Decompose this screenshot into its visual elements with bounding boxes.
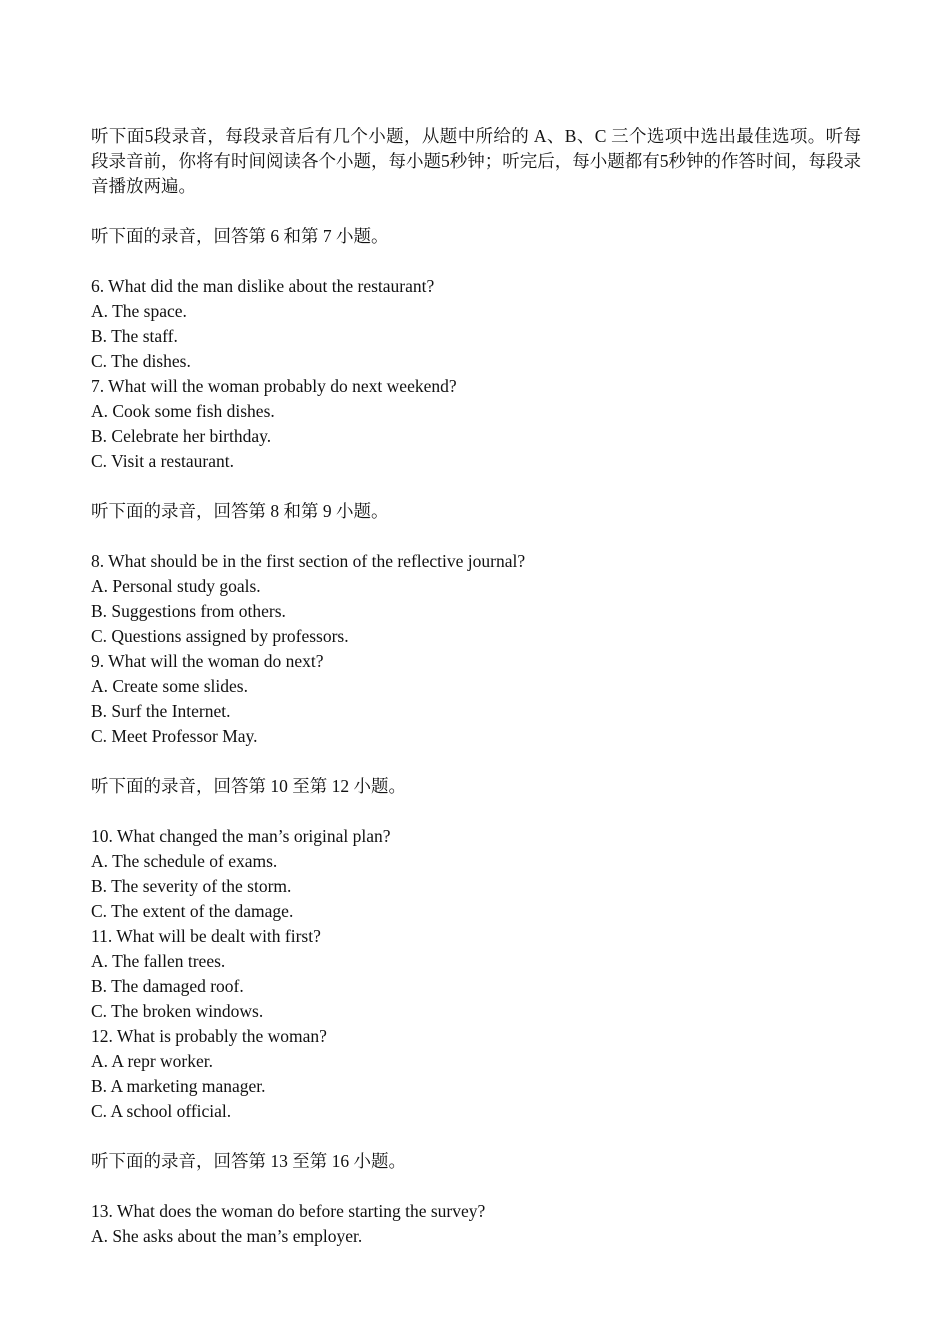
question-sections bbox=[91, 199, 861, 1249]
section-heading: 听下面的录音，回答第 8 和第 9 小题。 bbox=[91, 501, 389, 521]
answer-option: B. A marketing manager. bbox=[91, 1076, 266, 1096]
question-text: 11. What will be dealt with first? bbox=[91, 926, 321, 946]
answer-option: A. Cook some fish dishes. bbox=[91, 401, 275, 421]
answer-option: C. Visit a restaurant. bbox=[91, 451, 234, 471]
answer-option: C. The dishes. bbox=[91, 351, 191, 371]
answer-option: C. Questions assigned by professors. bbox=[91, 626, 349, 646]
answer-option: A. The space. bbox=[91, 301, 187, 321]
answer-option: C. The extent of the damage. bbox=[91, 901, 294, 921]
answer-option: B. Celebrate her birthday. bbox=[91, 426, 272, 446]
answer-option: A. The fallen trees. bbox=[91, 951, 226, 971]
answer-option: A. She asks about the man’s employer. bbox=[91, 1226, 363, 1246]
question-text: 7. What will the woman probably do next weekend? bbox=[91, 376, 457, 396]
question-text: 12. What is probably the woman? bbox=[91, 1026, 327, 1046]
spacer bbox=[91, 799, 861, 824]
answer-option: C. Meet Professor May. bbox=[91, 726, 258, 746]
section-heading: 听下面的录音，回答第 6 和第 7 小题。 bbox=[91, 226, 389, 246]
spacer bbox=[91, 524, 861, 549]
answer-option: A. Create some slides. bbox=[91, 676, 248, 696]
section-heading: 听下面的录音，回答第 13 至第 16 小题。 bbox=[91, 1151, 406, 1171]
document-page bbox=[91, 124, 861, 1249]
answer-option: A. A repr worker. bbox=[91, 1051, 213, 1071]
answer-option: B. The severity of the storm. bbox=[91, 876, 292, 896]
question-text: 13. What does the woman do before starting the survey? bbox=[91, 1201, 486, 1221]
answer-option: C. A school official. bbox=[91, 1101, 232, 1121]
listening-instructions: 听下面5段录音，每段录音后有几个小题，从题中所给的 A、B、C 三个选项中选出最佳选项。听每段录音前，你将有时间阅读各个小题，每小题5秒钟；听完后，每小题都有5秒钟的作答时间，每段录音播放两遍。 bbox=[91, 126, 861, 196]
question-text: 10. What changed the man’s original plan? bbox=[91, 826, 391, 846]
spacer bbox=[91, 474, 861, 499]
answer-option: A. The schedule of exams. bbox=[91, 851, 278, 871]
answer-option: B. Surf the Internet. bbox=[91, 701, 231, 721]
answer-option: C. The broken windows. bbox=[91, 1001, 264, 1021]
spacer bbox=[91, 1124, 861, 1149]
section-heading: 听下面的录音，回答第 10 至第 12 小题。 bbox=[91, 776, 406, 796]
question-text: 9. What will the woman do next? bbox=[91, 651, 324, 671]
spacer bbox=[91, 749, 861, 774]
answer-option: B. The damaged roof. bbox=[91, 976, 244, 996]
answer-option: B. Suggestions from others. bbox=[91, 601, 286, 621]
question-text: 6. What did the man dislike about the restaurant? bbox=[91, 276, 435, 296]
answer-option: A. Personal study goals. bbox=[91, 576, 261, 596]
answer-option: B. The staff. bbox=[91, 326, 178, 346]
question-text: 8. What should be in the first section of the reflective journal? bbox=[91, 551, 526, 571]
spacer bbox=[91, 249, 861, 274]
spacer bbox=[91, 199, 861, 224]
spacer bbox=[91, 1174, 861, 1199]
